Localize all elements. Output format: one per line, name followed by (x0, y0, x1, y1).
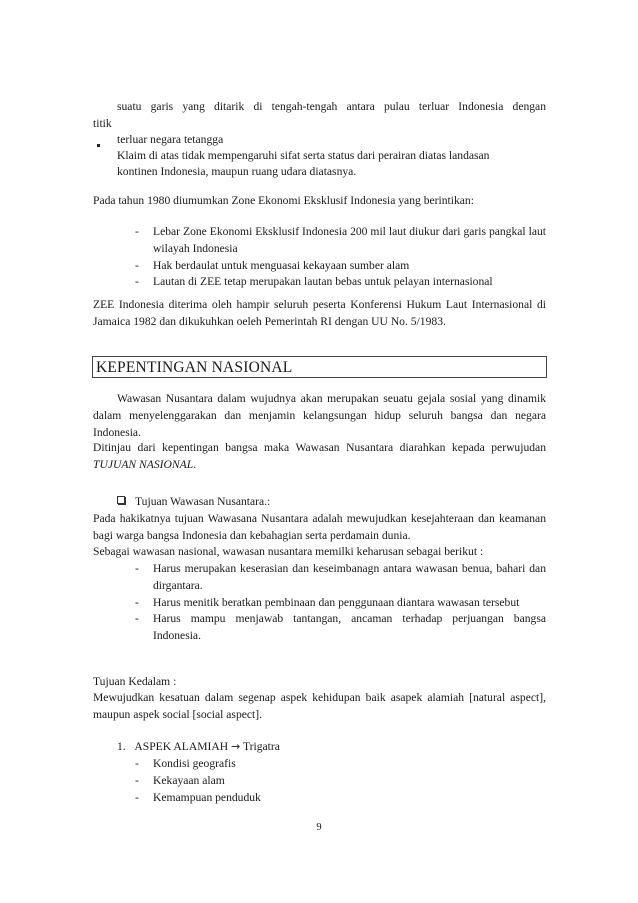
list-item (135, 595, 546, 612)
dash-marker: - (135, 275, 139, 289)
list-item (135, 561, 546, 595)
aspek-label: ASPEK ALAMIAH (134, 740, 229, 753)
list-item (135, 756, 546, 773)
list-item (135, 224, 546, 258)
list-item-text: Kekayaan alam (153, 773, 225, 787)
checkbox-bullet-icon (117, 496, 125, 504)
kedalam-paragraph: Mewujudkan kesatuan dalam segenap aspek kehidupan baik asapek alamiah [natural aspect], maupun aspek social [social aspect]. (93, 691, 546, 721)
tujuan-nasional-emphasis: TUJUAN NASIONAL (93, 457, 194, 471)
list-item-text: Harus merupakan keserasian dan keseimbanagn antara wawasan benua, bahari dan dirgantara. (153, 562, 546, 592)
aspek-trigatra: Trigatra (242, 740, 280, 753)
list-item-text: Kondisi geografis (153, 757, 236, 770)
list-item (135, 773, 546, 790)
aspek-alamiah-heading (117, 739, 570, 756)
dash-marker: - (135, 773, 139, 787)
continuation-line-1: suatu garis yang ditarik di tengah-tengah antara pulau terluar Indonesia dengan (117, 100, 546, 113)
square-bullet-icon (97, 144, 100, 147)
list-item-text: Harus mampu menjawab tantangan, ancaman terhadap perjuangan bangsa Indonesia. (153, 612, 546, 643)
dash-marker: - (135, 225, 139, 238)
list-item-text: Harus menitik beratkan pembinaan dan penggunaan diantara wawasan tersebut (153, 595, 520, 609)
claim-bullet-text: Klaim di atas tidak mempengaruhi sifat serta status dari perairan diatas landasan (117, 149, 490, 162)
list-item-text: Kemampuan penduduk (153, 790, 261, 804)
kepentingan-text: Ditinjau dari kepentingan bangsa maka Wawasan Nusantara diarahkan kepada perwujudan (93, 441, 546, 454)
list-item (135, 790, 546, 807)
zee-closing-paragraph: ZEE Indonesia diterima oleh hampir seluruh peserta Konferensi Hukum Laut Internasional di Jamaica 1982 dan dikukuhkan oeleh Pemerintah RI dengan UU No. 5/1983. (93, 298, 546, 328)
tujuan-title (117, 494, 570, 511)
kedalam-title: Tujuan Kedalam : (93, 675, 177, 688)
zee-list (135, 224, 546, 291)
dash-marker: - (135, 562, 139, 575)
page-number: 9 (316, 822, 322, 833)
dash-marker: - (135, 757, 139, 770)
list-item-text: Hak berdaulat untuk menguasai kekayaan sumber alam (153, 258, 410, 272)
tujuan-list (135, 561, 546, 645)
list-item (135, 274, 546, 291)
tujuan-title-text: Tujuan Wawasan Nusantara.: (135, 495, 271, 508)
dash-marker: - (135, 595, 139, 609)
dash-marker: - (135, 612, 139, 626)
kepentingan-paragraph-1: Wawasan Nusantara dalam wujudnya akan merupakan seuatu gejala sosial yang dinamik dalam menyelenggarakan dan menjamin kelangsungan hidup seluruh bangsa dan negara Indonesia. (93, 392, 546, 439)
continuation-line-2: titik (93, 117, 112, 130)
zee-intro: Pada tahun 1980 diumumkan Zone Ekonomi Eksklusif Indonesia yang berintikan: (93, 194, 474, 207)
period: . (193, 457, 197, 471)
kepentingan-paragraph-2 (93, 440, 546, 474)
claim-bullet-continuation: kontinen Indonesia, maupun ruang udara diatasnya. (117, 165, 357, 178)
list-item (135, 258, 546, 275)
list-item (135, 611, 546, 645)
tujuan-paragraph-2: Sebagai wawasan nasional, wawasan nusantara memilki keharusan sebagai berikut : (93, 545, 484, 558)
continuation-line-3: terluar negara tetangga (117, 133, 224, 146)
list-number: 1. (117, 740, 126, 753)
list-item-text: Lautan di ZEE tetap merupakan lautan bebas untuk pelayan internasional (153, 275, 493, 289)
right-arrow-icon: → (231, 740, 241, 753)
tujuan-paragraph-1: Pada hakikatnya tujuan Wawasana Nusantara adalah mewujudkan kesejahteraan dan keamanan bagi warga bangsa Indonesia dan kebahagian serta perdamain dunia. (93, 512, 546, 542)
list-item-text: Lebar Zone Ekonomi Eksklusif Indonesia 200 mil laut diukur dari garis pangkal laut wilayah Indonesia (153, 225, 546, 255)
dash-marker: - (135, 258, 139, 272)
section-heading: KEPENTINGAN NASIONAL (92, 356, 547, 378)
aspek-list (135, 756, 546, 806)
dash-marker: - (135, 790, 139, 804)
